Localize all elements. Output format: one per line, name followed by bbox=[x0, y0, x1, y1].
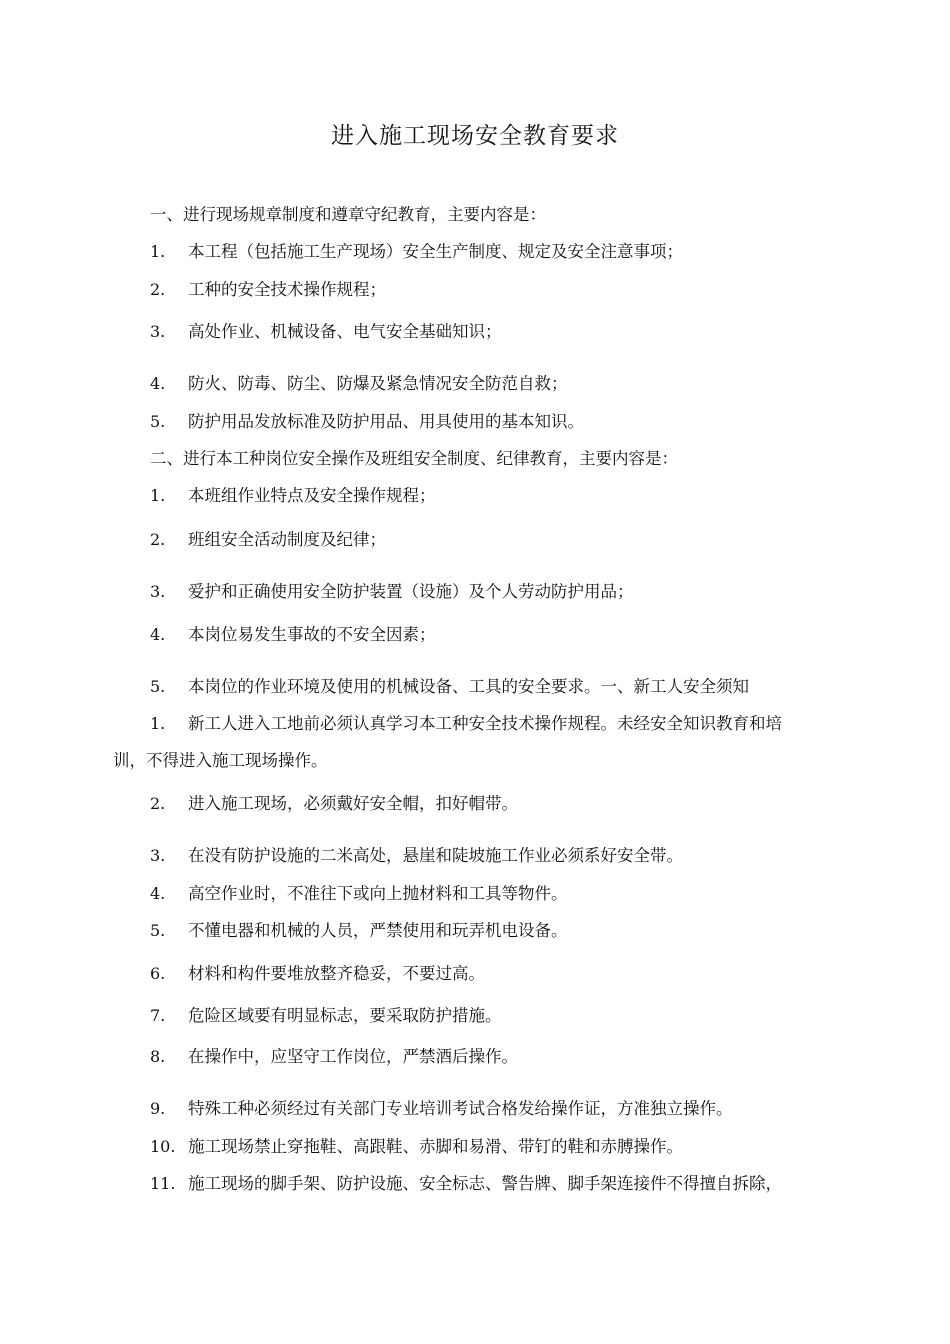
list-item-number: 9. bbox=[150, 1099, 166, 1118]
list-item-text: 本工程（包括施工生产现场）安全生产制度、规定及安全注意事项； bbox=[188, 242, 683, 261]
list-item-text: 防火、防毒、防尘、防爆及紧急情况安全防范自救； bbox=[188, 374, 568, 393]
list-item-number: 3. bbox=[150, 846, 166, 865]
list-item-text: 高空作业时，不准往下或向上抛材料和工具等物件。 bbox=[188, 884, 568, 903]
list-item-text: 材料和构件要堆放整齐稳妥，不要过高。 bbox=[188, 964, 485, 983]
list-item-text: 本岗位易发生事故的不安全因素； bbox=[188, 625, 436, 644]
list-item-text: 新工人进入工地前必须认真学习本工种安全技术操作规程。未经安全知识教育和培 bbox=[188, 714, 782, 733]
list-item-number: 2. bbox=[150, 794, 166, 813]
list-item-text: 危险区域要有明显标志，要采取防护措施。 bbox=[188, 1006, 502, 1025]
list-item-number: 11. bbox=[150, 1174, 176, 1193]
list-item-number: 2. bbox=[150, 530, 166, 549]
section-heading-2: 二、进行本工种岗位安全操作及班组安全制度、纪律教育，主要内容是： bbox=[150, 449, 678, 468]
list-item-text: 防护用品发放标准及防护用品、用具使用的基本知识。 bbox=[188, 412, 584, 431]
list-item-text: 本班组作业特点及安全操作规程； bbox=[188, 486, 436, 505]
list-item-number: 4. bbox=[150, 625, 166, 644]
list-item-text: 特殊工种必须经过有关部门专业培训考试合格发给操作证，方准独立操作。 bbox=[188, 1099, 733, 1118]
list-item-text: 不懂电器和机械的人员，严禁使用和玩弄机电设备。 bbox=[188, 921, 568, 940]
list-item-text: 爱护和正确使用安全防护装置（设施）及个人劳动防护用品； bbox=[188, 582, 634, 601]
list-item-number: 3. bbox=[150, 322, 166, 341]
list-item-text: 高处作业、机械设备、电气安全基础知识； bbox=[188, 322, 502, 341]
list-item-text: 施工现场的脚手架、防护设施、安全标志、警告牌、脚手架连接件不得擅自拆除， bbox=[188, 1174, 782, 1193]
list-item-text: 在没有防护设施的二米高处，悬崖和陡坡施工作业必须系好安全带。 bbox=[188, 846, 683, 865]
list-item-number: 1. bbox=[150, 242, 166, 261]
list-item-number: 1. bbox=[150, 714, 166, 733]
list-item-text: 施工现场禁止穿拖鞋、高跟鞋、赤脚和易滑、带钉的鞋和赤膊操作。 bbox=[188, 1137, 683, 1156]
list-item-text: 进入施工现场，必须戴好安全帽，扣好帽带。 bbox=[188, 794, 518, 813]
list-item-number: 3. bbox=[150, 582, 166, 601]
list-item-text: 工种的安全技术操作规程； bbox=[188, 280, 386, 299]
list-item-number: 4. bbox=[150, 884, 166, 903]
list-item-number: 6. bbox=[150, 964, 166, 983]
section-heading-1: 一、进行现场规章制度和遵章守纪教育，主要内容是： bbox=[150, 205, 546, 224]
list-item-number: 8. bbox=[150, 1047, 166, 1066]
list-item-text: 班组安全活动制度及纪律； bbox=[188, 530, 386, 549]
list-item-number: 1. bbox=[150, 486, 166, 505]
list-item-number: 5. bbox=[150, 412, 166, 431]
list-item-number: 10. bbox=[150, 1137, 176, 1156]
list-item-text: 本岗位的作业环境及使用的机械设备、工具的安全要求。一、新工人安全须知 bbox=[188, 677, 749, 696]
list-item-text: 在操作中，应坚守工作岗位，严禁酒后操作。 bbox=[188, 1047, 518, 1066]
list-item-number: 5. bbox=[150, 677, 166, 696]
list-item-number: 2. bbox=[150, 280, 166, 299]
list-item-number: 7. bbox=[150, 1006, 166, 1025]
page-title: 进入施工现场安全教育要求 bbox=[331, 123, 619, 149]
list-item-number: 5. bbox=[150, 921, 166, 940]
list-item-number: 4. bbox=[150, 374, 166, 393]
list-item-continuation: 训，不得进入施工现场操作。 bbox=[113, 751, 328, 770]
